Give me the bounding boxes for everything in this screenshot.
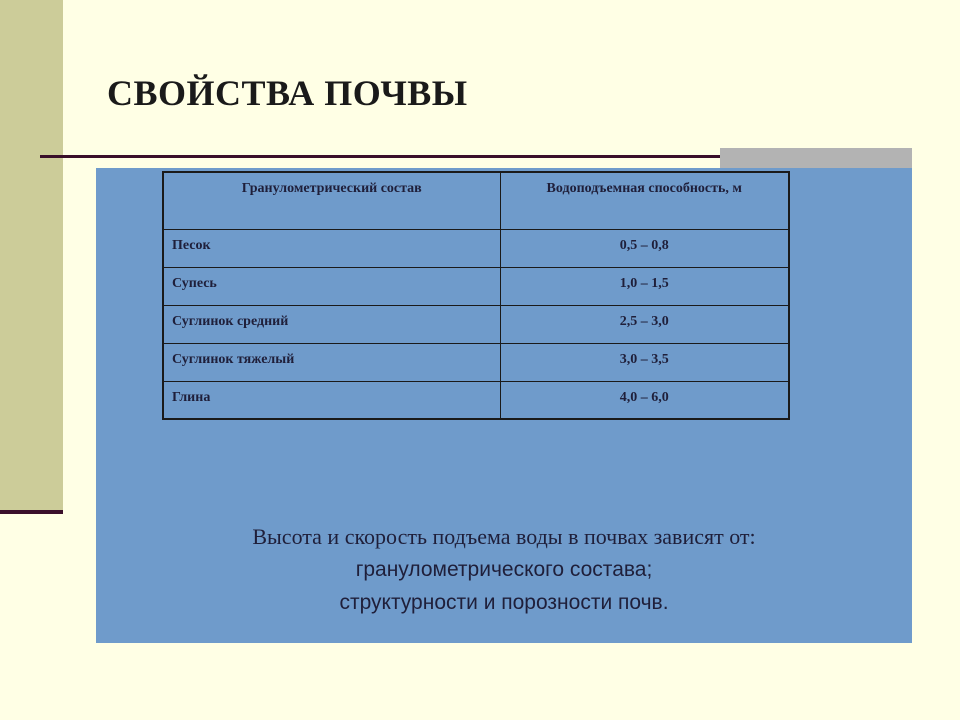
table-row (163, 381, 789, 419)
table-row (163, 305, 789, 343)
slide-title: СВОЙСТВА ПОЧВЫ (107, 73, 468, 113)
capacity-value-cell: 3,0 – 3,5 (500, 343, 789, 381)
soil-table (162, 171, 790, 420)
table-row (163, 267, 789, 305)
soil-name-cell: Суглинок тяжелый (163, 343, 500, 381)
table-row (163, 343, 789, 381)
column-header-capacity: Водоподъемная способность, м (500, 172, 789, 229)
caption-line-granulometric: гранулометрического состава; (355, 558, 653, 581)
table-header-row (163, 172, 789, 229)
capacity-value-cell: 2,5 – 3,0 (500, 305, 789, 343)
decor-gray-strip (720, 148, 912, 168)
caption-line-intro: Высота и скорость подъема воды в почвах зависят от: (252, 524, 756, 549)
side-decor-line (0, 510, 63, 514)
table-row (163, 229, 789, 267)
capacity-value-cell: 0,5 – 0,8 (500, 229, 789, 267)
caption-line-structure: структурности и порозности почв. (339, 591, 669, 614)
content-panel (96, 168, 912, 643)
soil-name-cell: Глина (163, 381, 500, 419)
soil-name-cell: Песок (163, 229, 500, 267)
side-decor-bar (0, 0, 63, 512)
soil-name-cell: Супесь (163, 267, 500, 305)
column-header-composition: Гранулометрический состав (163, 172, 500, 229)
caption-block (96, 520, 912, 619)
capacity-value-cell: 4,0 – 6,0 (500, 381, 789, 419)
capacity-value-cell: 1,0 – 1,5 (500, 267, 789, 305)
soil-name-cell: Суглинок средний (163, 305, 500, 343)
